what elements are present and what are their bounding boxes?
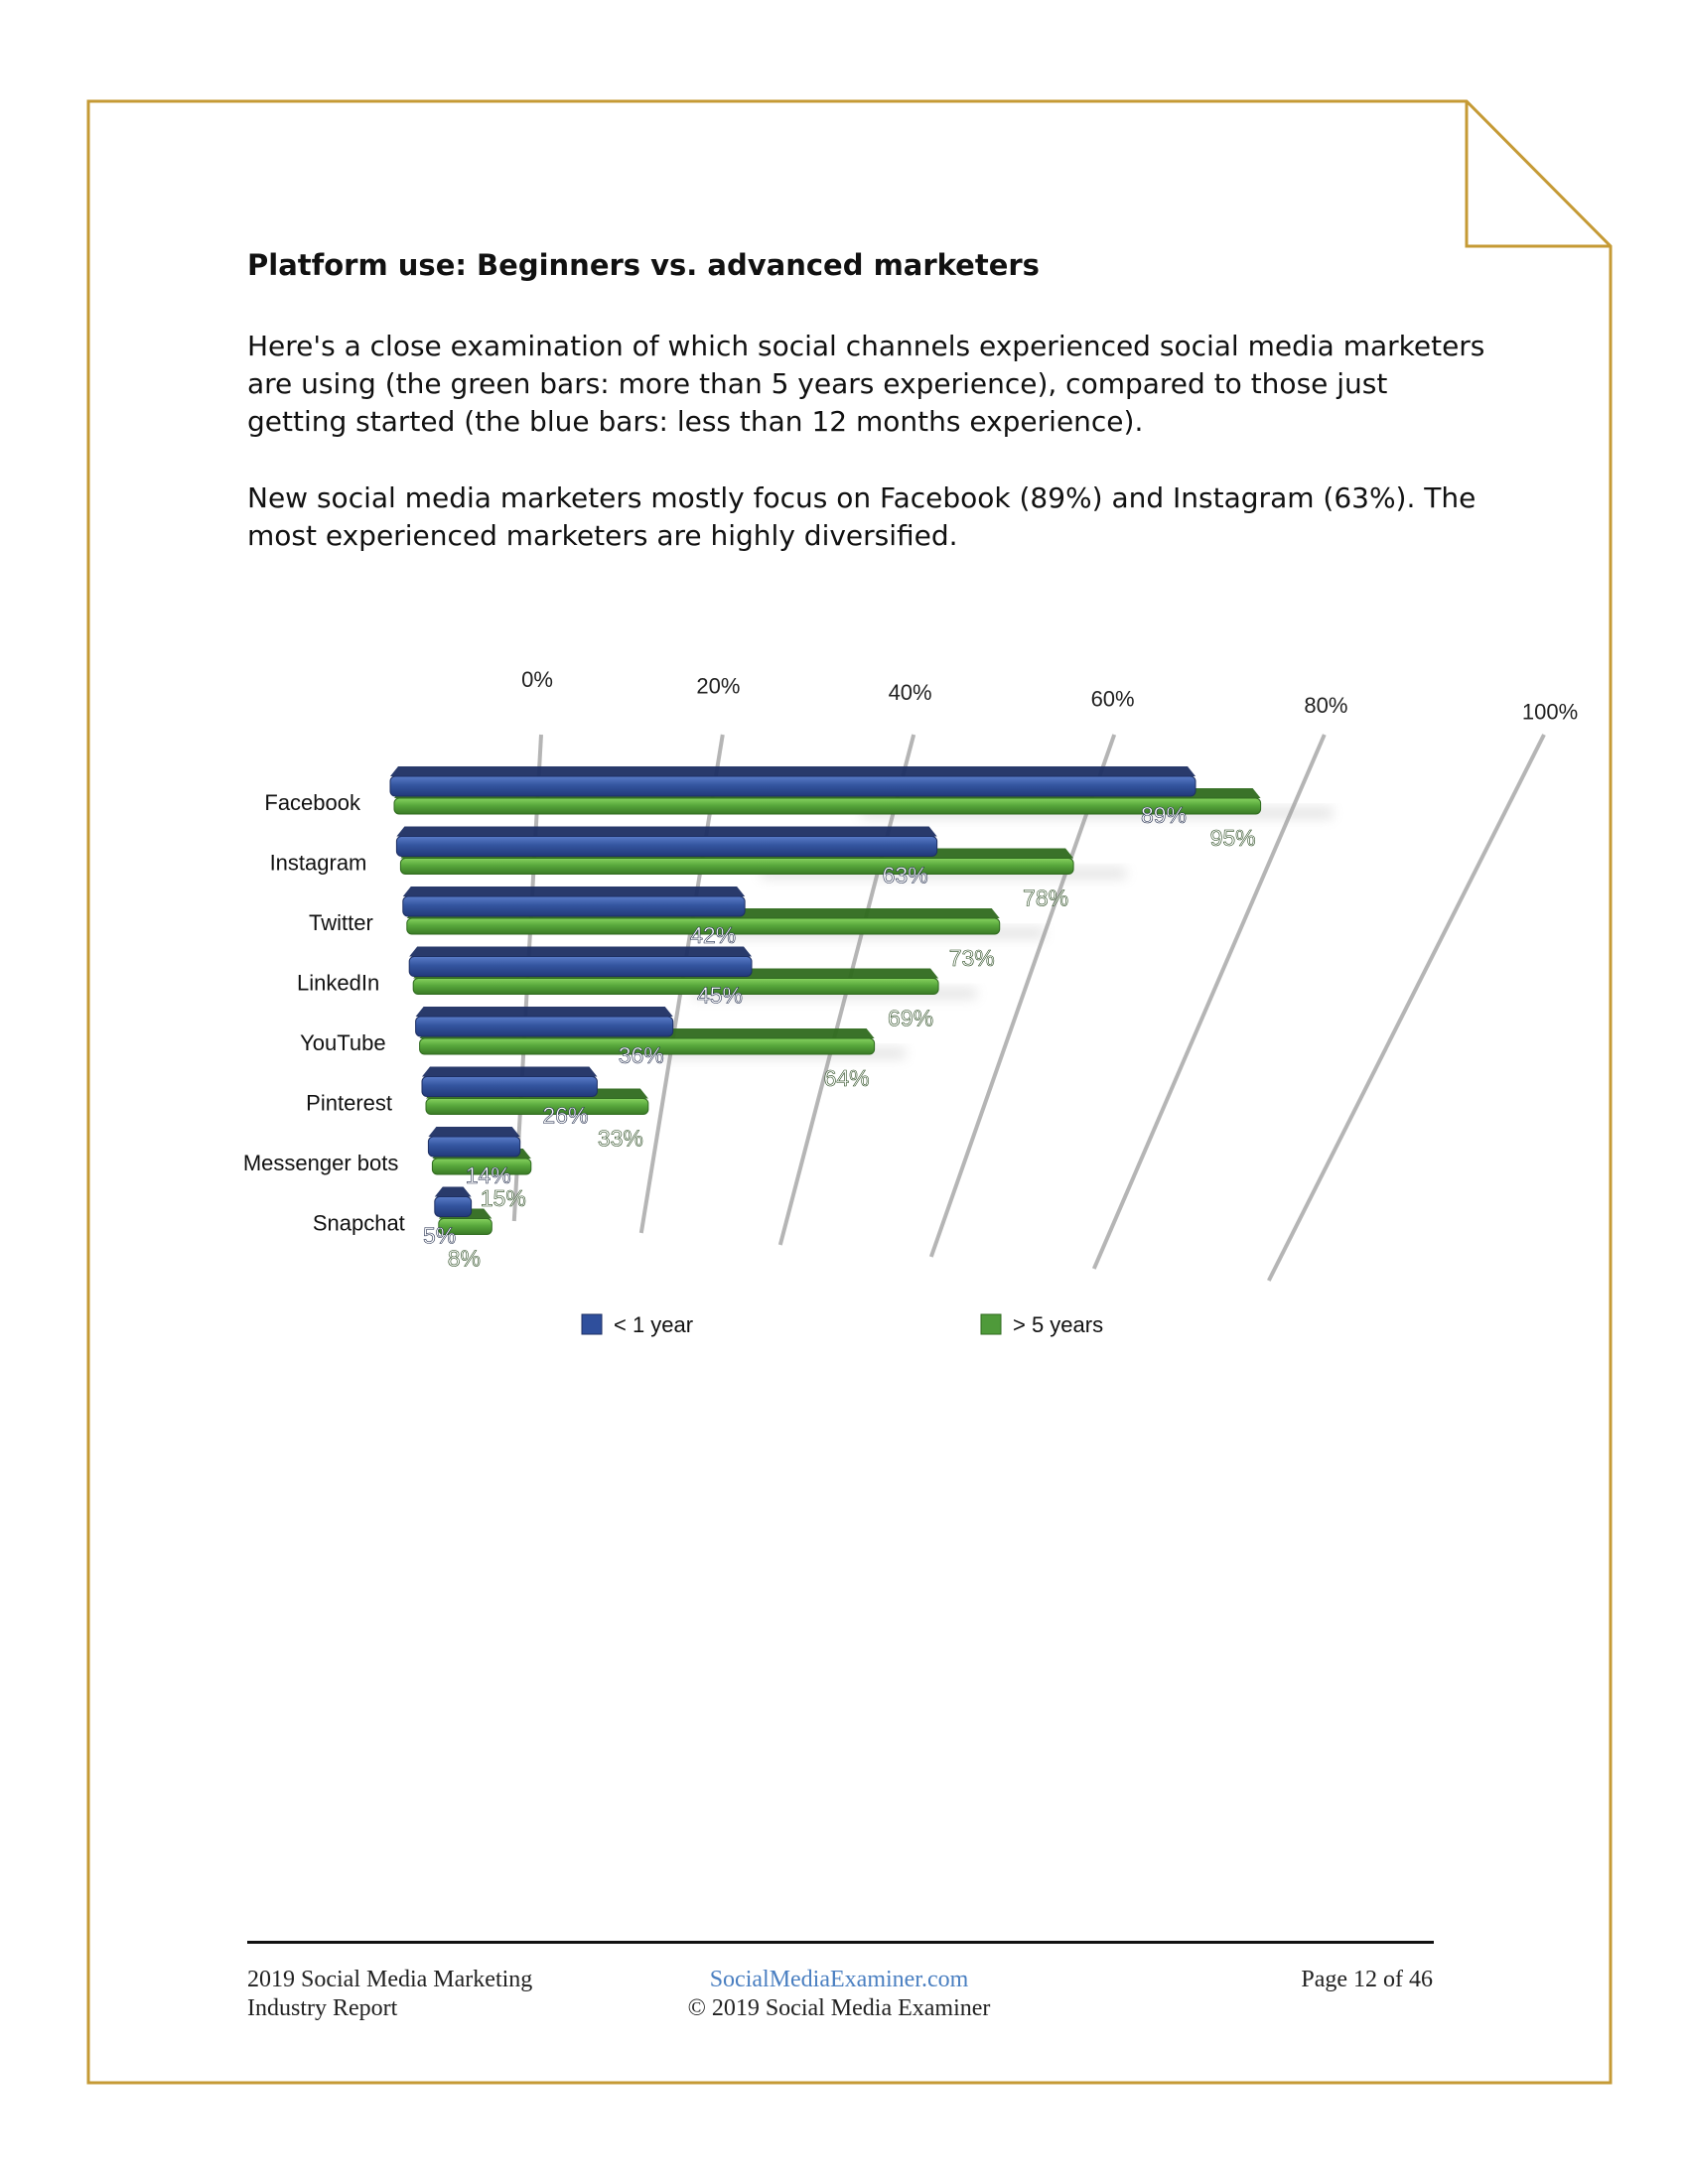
bar-under-1-year [396, 837, 936, 857]
bar-over-5-years [413, 979, 938, 995]
x-tick-label: 80% [1304, 693, 1348, 718]
summary-line: New social media marketers mostly focus on Facebook (89%) and Instagram (63%). The [247, 481, 1477, 514]
bar-under-1-year [390, 776, 1196, 796]
bar-under-1-year [422, 1077, 597, 1097]
bar-under-1-year [435, 1197, 472, 1217]
bar-under-1-year-top [390, 766, 1196, 776]
legend-swatch [582, 1314, 602, 1334]
data-label-under-1-year: 89% [1140, 802, 1188, 828]
footer-rule [247, 1941, 1434, 1944]
x-tick-label: 0% [521, 667, 553, 692]
data-label-under-1-year: 63% [882, 862, 928, 888]
category-label: Instagram [269, 850, 367, 876]
bar-under-1-year [409, 957, 752, 977]
data-label-over-5-years: 64% [823, 1065, 870, 1091]
footer-report-title [247, 1966, 532, 2023]
bar-under-1-year-top [396, 827, 936, 837]
bar-under-1-year-top [422, 1067, 597, 1077]
bar-under-1-year-top [416, 1007, 673, 1017]
bar-over-5-years [426, 1099, 648, 1115]
legend-label: < 1 year [614, 1312, 694, 1337]
bars [390, 766, 1333, 1235]
bar-under-1-year [428, 1137, 519, 1157]
category-label: Snapchat [312, 1210, 405, 1236]
bar-under-1-year-top [403, 887, 745, 896]
x-tick-label: 100% [1521, 699, 1579, 725]
data-label-under-1-year: 14% [465, 1162, 511, 1188]
bar-under-1-year-top [409, 947, 752, 957]
footer-site-link[interactable]: SocialMediaExaminer.com [709, 1967, 969, 1992]
bar-under-1-year [416, 1017, 673, 1036]
x-tick-label: 20% [696, 673, 741, 699]
data-label-over-5-years: 33% [597, 1125, 643, 1152]
category-label: LinkedIn [297, 970, 380, 996]
x-tick-label: 60% [1090, 686, 1135, 712]
category-label: YouTube [300, 1030, 386, 1055]
data-label-under-1-year: 45% [696, 982, 744, 1009]
data-label-under-1-year: 42% [690, 922, 737, 948]
footer-line: 2019 Social Media Marketing [247, 1967, 533, 1992]
footer-copyright: © 2019 Social Media Examiner [687, 1995, 991, 2021]
data-label-over-5-years: 95% [1209, 825, 1256, 851]
intro-line: Here's a close examination of which social channels experienced social media marketers [247, 330, 1485, 362]
legend-swatch [981, 1314, 1001, 1334]
bar-under-1-year [403, 896, 745, 916]
category-label: Twitter [309, 910, 373, 935]
intro-line: getting started (the blue bars: less than 12 months experience). [247, 405, 1144, 438]
category-label: Facebook [264, 790, 360, 815]
data-label-over-5-years: 15% [480, 1185, 526, 1211]
legend [582, 1312, 1103, 1337]
category-label: Pinterest [306, 1090, 392, 1116]
data-label-over-5-years: 8% [447, 1245, 481, 1272]
category-label: Messenger bots [242, 1151, 399, 1175]
data-label-under-1-year: 36% [618, 1042, 664, 1068]
x-axis-ticks [521, 667, 1578, 725]
summary-line: most experienced marketers are highly diversified. [247, 519, 958, 552]
data-label-over-5-years: 78% [1023, 885, 1069, 911]
bar-over-5-years [394, 798, 1261, 814]
bar-under-1-year-top [435, 1187, 472, 1197]
footer-center [556, 1966, 1122, 2023]
page-number: Page 12 of 46 [1301, 1967, 1433, 1992]
data-label-over-5-years: 69% [888, 1005, 934, 1031]
bar-over-5-years [400, 859, 1073, 875]
data-label-over-5-years: 73% [948, 945, 995, 971]
data-label-under-1-year: 26% [542, 1102, 589, 1129]
legend-label: > 5 years [1013, 1312, 1104, 1337]
section-heading: Platform use: Beginners vs. advanced marketers [247, 248, 1040, 282]
bar-under-1-year-top [428, 1127, 519, 1137]
data-label-under-1-year: 5% [422, 1222, 457, 1249]
x-tick-label: 40% [888, 680, 932, 705]
footer-page-number [1192, 1966, 1433, 1994]
intro-line: are using (the green bars: more than 5 years experience), compared to those just [247, 367, 1388, 400]
footer-line: Industry Report [247, 1995, 398, 2021]
